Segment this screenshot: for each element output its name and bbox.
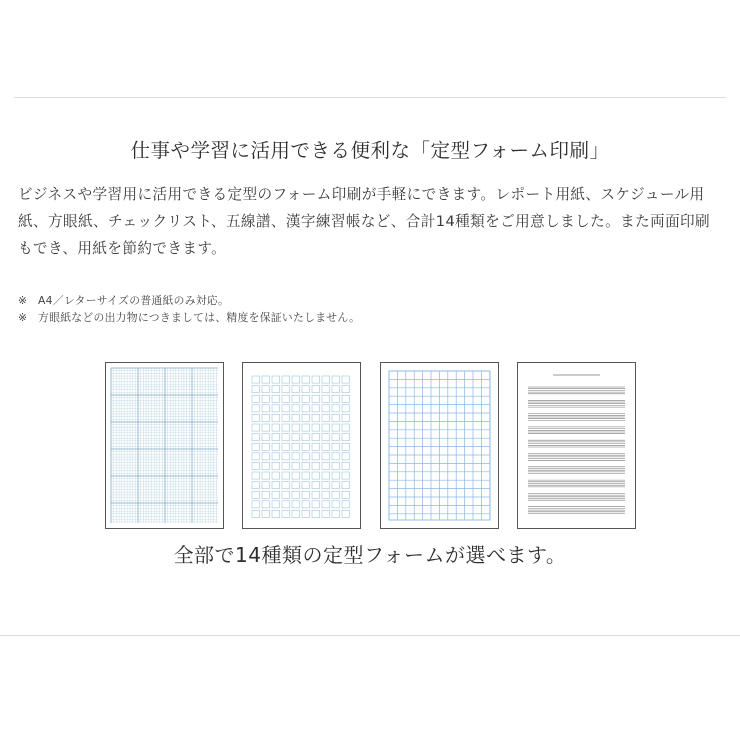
sheet-box	[262, 510, 270, 517]
sheet-box	[272, 472, 280, 479]
sheet-box	[312, 395, 320, 402]
sheet-box	[262, 453, 270, 460]
sheet-box	[322, 482, 330, 489]
sheet-box	[292, 376, 300, 383]
sheet-box	[322, 491, 330, 498]
sheet-box	[282, 462, 290, 469]
sheet-box	[252, 453, 260, 460]
sheet-box	[252, 443, 260, 450]
sheet-box	[332, 453, 340, 460]
sheet-box	[322, 405, 330, 412]
sheet-box	[292, 491, 300, 498]
sheet-box	[312, 434, 320, 441]
sheet-box	[302, 510, 310, 517]
sheet-box	[312, 386, 320, 393]
sheet-box	[302, 386, 310, 393]
sheet-box	[322, 453, 330, 460]
sheet-box	[302, 376, 310, 383]
sheet-box	[272, 405, 280, 412]
sheet-box	[302, 414, 310, 421]
sheet-box	[262, 405, 270, 412]
sheet-box	[302, 472, 310, 479]
sheet-box	[252, 386, 260, 393]
sheet-box	[332, 482, 340, 489]
sheet-box	[272, 386, 280, 393]
sheet-box	[322, 424, 330, 431]
sheet-box	[262, 376, 270, 383]
graph-paper-sample	[105, 362, 224, 529]
sheet-box	[332, 424, 340, 431]
kanji-practice-sheet-sample	[242, 362, 361, 529]
sheet-box	[252, 462, 260, 469]
sheet-box	[292, 453, 300, 460]
sheet-box	[332, 462, 340, 469]
sheet-box	[302, 453, 310, 460]
sheet-box	[282, 453, 290, 460]
sheet-box	[302, 434, 310, 441]
sheet-box	[312, 491, 320, 498]
music-staff-paper-sample	[517, 362, 636, 529]
sheet-box	[302, 462, 310, 469]
sheet-box	[272, 501, 280, 508]
sheet-box	[252, 501, 260, 508]
sheet-box	[322, 434, 330, 441]
sheet-box	[332, 443, 340, 450]
sheet-box	[312, 501, 320, 508]
sheet-box	[262, 434, 270, 441]
sheet-box	[342, 491, 350, 498]
sheet-box	[292, 405, 300, 412]
sheet-box	[342, 443, 350, 450]
sheet-box	[302, 482, 310, 489]
sheet-box	[332, 472, 340, 479]
sheet-box	[252, 434, 260, 441]
sheet-box	[272, 434, 280, 441]
sheet-box	[272, 443, 280, 450]
sheet-box	[262, 414, 270, 421]
sheet-box	[272, 462, 280, 469]
sheet-box	[252, 376, 260, 383]
sheet-box	[282, 414, 290, 421]
sheet-box	[302, 405, 310, 412]
sheet-box	[332, 405, 340, 412]
sheet-box	[312, 414, 320, 421]
sheet-box	[272, 376, 280, 383]
sheet-box	[342, 424, 350, 431]
sheet-box	[342, 386, 350, 393]
sheet-box	[342, 376, 350, 383]
sheet-box	[312, 376, 320, 383]
sheet-box	[282, 434, 290, 441]
sheet-box	[262, 472, 270, 479]
section-heading: 仕事や学習に活用できる便利な「定型フォーム印刷」	[130, 139, 610, 162]
sheet-box	[322, 510, 330, 517]
sheet-box	[302, 443, 310, 450]
sheet-box	[282, 472, 290, 479]
sheet-box	[302, 491, 310, 498]
sheet-box	[332, 414, 340, 421]
sheet-box	[332, 491, 340, 498]
sheet-box	[292, 462, 300, 469]
note-mark: ※	[18, 294, 28, 307]
sheet-box	[322, 501, 330, 508]
sheet-box	[332, 395, 340, 402]
sheet-box	[342, 472, 350, 479]
sheet-box	[312, 453, 320, 460]
sheet-box	[312, 510, 320, 517]
sheet-box	[252, 405, 260, 412]
sheet-box	[292, 424, 300, 431]
sheet-box	[302, 501, 310, 508]
sheet-box	[262, 395, 270, 402]
sheet-box	[312, 472, 320, 479]
sheet-box	[282, 424, 290, 431]
sheet-box	[282, 376, 290, 383]
sheet-box	[312, 462, 320, 469]
sheet-box	[282, 443, 290, 450]
sheet-box	[252, 510, 260, 517]
sheet-box	[262, 424, 270, 431]
sheet-box	[252, 482, 260, 489]
note-text: 方眼紙などの出力物につきましては、精度を保証いたしません。	[38, 311, 361, 324]
sheet-box	[342, 482, 350, 489]
notes-list	[18, 292, 360, 326]
sheet-box	[272, 453, 280, 460]
sheet-box	[322, 414, 330, 421]
sheet-box	[312, 424, 320, 431]
sheet-box	[302, 395, 310, 402]
sheet-box	[332, 376, 340, 383]
sheet-box	[262, 386, 270, 393]
sheet-box	[272, 424, 280, 431]
sheet-box	[322, 462, 330, 469]
square-grid-icon	[381, 363, 498, 528]
kanji-grid-icon	[243, 363, 360, 528]
note-item	[18, 309, 360, 326]
note-item	[18, 292, 360, 309]
sheet-box	[272, 414, 280, 421]
sheet-box	[292, 443, 300, 450]
sheet-box	[292, 414, 300, 421]
sheet-box	[252, 395, 260, 402]
sheet-box	[252, 424, 260, 431]
graph-paper-icon	[106, 363, 223, 528]
sheet-box	[282, 386, 290, 393]
sheet-box	[272, 491, 280, 498]
sheet-box	[252, 472, 260, 479]
music-staff-icon	[518, 363, 635, 528]
sheet-box	[322, 376, 330, 383]
samples-caption: 全部で14種類の定型フォームが選べます。	[173, 543, 567, 567]
sheet-box	[342, 395, 350, 402]
sheet-box	[342, 453, 350, 460]
sheet-box	[322, 395, 330, 402]
sheet-box	[322, 443, 330, 450]
sheet-box	[342, 462, 350, 469]
sheet-box	[322, 386, 330, 393]
bottom-divider	[0, 635, 740, 636]
sheet-box	[292, 386, 300, 393]
form-samples-row	[0, 362, 740, 529]
sheet-box	[322, 472, 330, 479]
sheet-box	[262, 443, 270, 450]
sheet-box	[262, 482, 270, 489]
sheet-box	[342, 510, 350, 517]
sheet-box	[292, 472, 300, 479]
sheet-box	[262, 462, 270, 469]
sheet-box	[342, 405, 350, 412]
sheet-box	[282, 510, 290, 517]
sheet-box	[282, 501, 290, 508]
sheet-box	[292, 434, 300, 441]
sheet-box	[342, 434, 350, 441]
top-divider	[14, 97, 726, 98]
sheet-box	[332, 510, 340, 517]
square-grid-paper-sample	[380, 362, 499, 529]
sheet-box	[282, 405, 290, 412]
sheet-box	[342, 414, 350, 421]
sheet-box	[312, 405, 320, 412]
sheet-box	[302, 424, 310, 431]
sheet-box	[282, 395, 290, 402]
sheet-box	[342, 501, 350, 508]
note-mark: ※	[18, 311, 28, 324]
sheet-box	[282, 482, 290, 489]
sheet-box	[272, 482, 280, 489]
intro-paragraph: ビジネスや学習用に活用できる定型のフォーム印刷が手軽にできます。レポート用紙、スケジュール用紙、方眼紙、チェックリスト、五線譜、漢字練習帳など、合計14種類をご用意しました。また両面印刷もでき、用紙を節約できます。	[18, 186, 711, 257]
sheet-box	[332, 501, 340, 508]
sheet-box	[262, 491, 270, 498]
sheet-box	[292, 395, 300, 402]
sheet-box	[272, 510, 280, 517]
sheet-box	[282, 491, 290, 498]
sheet-box	[312, 443, 320, 450]
sheet-box	[252, 414, 260, 421]
sheet-box	[292, 510, 300, 517]
sheet-box	[292, 482, 300, 489]
sheet-box	[332, 386, 340, 393]
sheet-box	[312, 482, 320, 489]
note-text: A4／レターサイズの普通紙のみ対応。	[38, 294, 230, 307]
sheet-box	[252, 491, 260, 498]
sheet-box	[262, 501, 270, 508]
sheet-box	[292, 501, 300, 508]
sheet-box	[332, 434, 340, 441]
sheet-box	[272, 395, 280, 402]
